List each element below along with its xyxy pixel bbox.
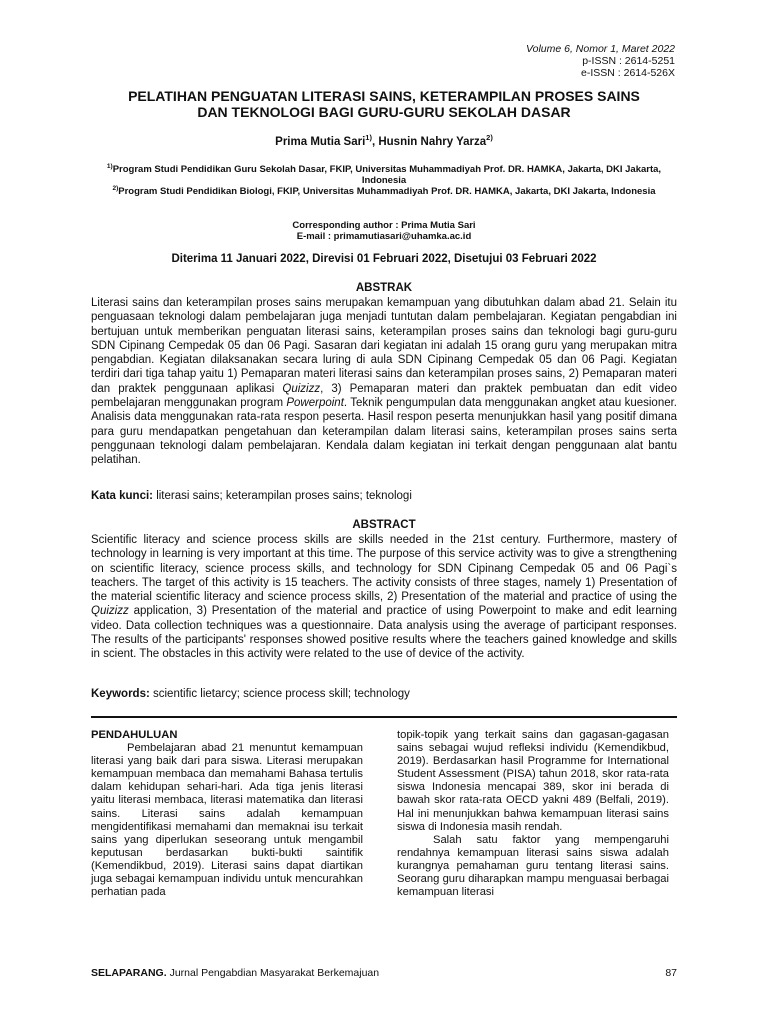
- abstrak-part-1: Literasi sains dan keterampilan proses sains merupakan kemampuan yang dibutuhkan dalam abad 21. Selain itu penguasaan teknologi dalam pembelajaran juga menjadi tuntutan dalam pembelajaran. Kegiatan pengabdian ini bertujuan untuk memberikan penguatan literasi sains, keterampilan proses sains dan teknologi bagi guru-guru SDN Cipinang Cempedak 05 dan 06 Pagi. Sasaran dari kegiatan ini adalah 15 orang guru yang merupakan mitra pengabdian. Kegiatan dilaksanakan secara luring di aula SDN Cipinang Cempedak 05 dan 06 Pagi. Kegiatan terdiri dari tiga tahap yaitu 1) Pemaparan materi literasi sains dan keterampilan proses sains, 2) Pemaparan materi dan praktek penggunaan aplikasi: [91, 297, 677, 395]
- submission-dates: Diterima 11 Januari 2022, Direvisi 01 Februari 2022, Disetujui 03 Februari 2022: [171, 253, 597, 265]
- journal-name: SELAPARANG.: [91, 967, 167, 979]
- corresponding-email: E-mail : primamutiasari@uhamka.ac.id: [296, 231, 472, 242]
- abstract-part-1: Scientific literacy and science process skills are skills needed in the 21st century. Furthermore, mastery of technology in learning is very important at this time. The purpose of this service activity was to give a strengthening on scientific literacy, science process skills, and technology for SDN Cipinang Cempedak 05 and 06 Pagi`s teachers. The target of this activity is 15 teachers. The activity consists of three stages, namely 1) Presentation of the material scientific literacy and science process skills, 2) Presentation of the material and practice of using the: [91, 534, 677, 604]
- abstract-italic-1: Quizizz: [91, 605, 129, 618]
- section-heading-pendahuluan: PENDAHULUAN: [91, 729, 178, 741]
- abstrak-italic-2: Powerpoint: [286, 397, 344, 410]
- author-1-affil-mark: 1): [365, 133, 372, 142]
- keywords-label: Keywords:: [91, 688, 150, 700]
- corresponding-author: [60, 220, 708, 242]
- author-2-affil-mark: 2): [486, 133, 493, 142]
- keywords: [91, 688, 677, 700]
- section-divider: [91, 716, 677, 718]
- e-issn: e-ISSN : 2614-526X: [581, 67, 675, 79]
- affiliation-1-mark: 1): [106, 163, 113, 170]
- abstrak-heading: ABSTRAK: [355, 282, 413, 294]
- affiliation-2: [100, 183, 668, 197]
- kata-kunci-value: literasi sains; keterampilan proses sains; teknologi: [153, 490, 412, 502]
- abstract-heading: ABSTRACT: [352, 519, 416, 531]
- affiliation-2-text: Program Studi Pendidikan Biologi, FKIP, Universitas Muhammadiyah Prof. DR. HAMKA, Jakarta, DKI Jakarta, Indonesia: [118, 186, 656, 198]
- abstrak-part-3: . Teknik pengumpulan data menggunakan angket atau kuesioner. Analisis data menggunakan rata-rata respon peserta. Hasil respon peserta menunjukkan hasil yang positif dimana para guru mendapatkan pengetahuan dan keterampilan dalam literasi sains, keterampilan proses sains serta penggunaan teknologi dalam pembelajaran. Kendala dalam kegiatan ini terkait dengan penggunaan alat bantu pelatihan.: [91, 397, 678, 467]
- abstract-text: [91, 533, 677, 662]
- body-column-left: [91, 729, 363, 899]
- author-list: [60, 133, 708, 148]
- page-number: 87: [665, 967, 677, 979]
- volume-number: Volume 6, Nomor 1, Maret 2022: [525, 43, 675, 55]
- title-line-1: PELATIHAN PENGUATAN LITERASI SAINS, KETERAMPILAN PROSES SAINS: [128, 88, 640, 104]
- affiliation-2-mark: 2): [112, 185, 119, 192]
- affiliation-1-text: Program Studi Pendidikan Guru Sekolah Dasar, FKIP, Universitas Muhammadiyah Prof. DR. HAMKA, Jakarta, DKI Jakarta, Indonesia: [112, 164, 662, 187]
- title-line-2: DAN TEKNOLOGI BAGI GURU-GURU SEKOLAH DASAR: [197, 104, 571, 120]
- corresponding-author-name: Corresponding author : Prima Mutia Sari: [292, 220, 476, 231]
- body-paragraph: topik-topik yang terkait sains dan gagasan-gagasan sains sebagai wujud refleksi individu (Kemendikbud, 2019). Berdasarkan hasil Programme for International Student Assessment (PISA) tahun 2018, skor rata-rata siswa Indonesia mencapai 389, skor ini berada di bawah skor rata-rata OECD yakni 489 (Belfali, 2019). Hal ini menunjukkan bahwa kemampuan literasi sains siswa di Indonesia masih rendah.: [397, 729, 669, 833]
- keywords-value: scientific lietarcy; science process skill; technology: [149, 688, 410, 700]
- page-footer: [91, 967, 677, 979]
- abstract-part-2: application, 3) Presentation of the material and practice of using Powerpoint to make and edit learning video. Data collection techniques was a questionnaire. Data analysis using the average of participant responses. The results of the participants' responses showed positive results where the teachers gained knowledge and skills in scient. The obstacles in this activity were related to the use of device of the activity.: [91, 605, 677, 661]
- p-issn: p-ISSN : 2614-5251: [582, 55, 675, 67]
- abstrak-text: [91, 296, 677, 468]
- body-column-right: [397, 729, 669, 899]
- body-paragraph: Salah satu faktor yang mempengaruhi rendahnya kemampuan literasi sains siswa adalah kurangnya pemahaman guru tentang literasi sains. Seorang guru diharapkan mampu menguasai berbagai kemampuan literasi: [397, 833, 669, 899]
- abstrak-part-2: , 3) Pemaparan materi dan praktek pembuatan dan edit video pembelajaran menggunakan program: [91, 382, 677, 410]
- body-paragraph: Pembelajaran abad 21 menuntut kemampuan literasi yang baik dari para siswa. Literasi merupakan kemampuan membaca dan memahami Bahasa tertulis dalam kehidupan sehari-hari. Ada tiga jenis literasi yaitu literasi membaca, literasi matematika dan literasi sains. Literasi sains adalah kemampuan mengidentifikasi memahami dan memaknai isu terkait sains yang diperlukan seseorang untuk mengambil keputusan berdasarkan bukti-bukti saintifik (Kemendikbud, 2019). Literasi sains dapat diartikan juga sebagai kemampuan individu untuk mencurahkan perhatian pada: [91, 742, 363, 899]
- abstrak-italic-1: Quizizz: [282, 382, 321, 395]
- issue-info: [526, 43, 675, 79]
- kata-kunci: [91, 490, 677, 502]
- journal-subtitle: Jurnal Pengabdian Masyarakat Berkemajuan: [166, 967, 380, 979]
- kata-kunci-label: Kata kunci:: [91, 490, 153, 502]
- author-separator: ,: [371, 135, 379, 148]
- author-2: Husnin Nahry Yarza: [378, 135, 487, 148]
- article-title: [60, 88, 708, 120]
- author-1: Prima Mutia Sari: [275, 135, 366, 148]
